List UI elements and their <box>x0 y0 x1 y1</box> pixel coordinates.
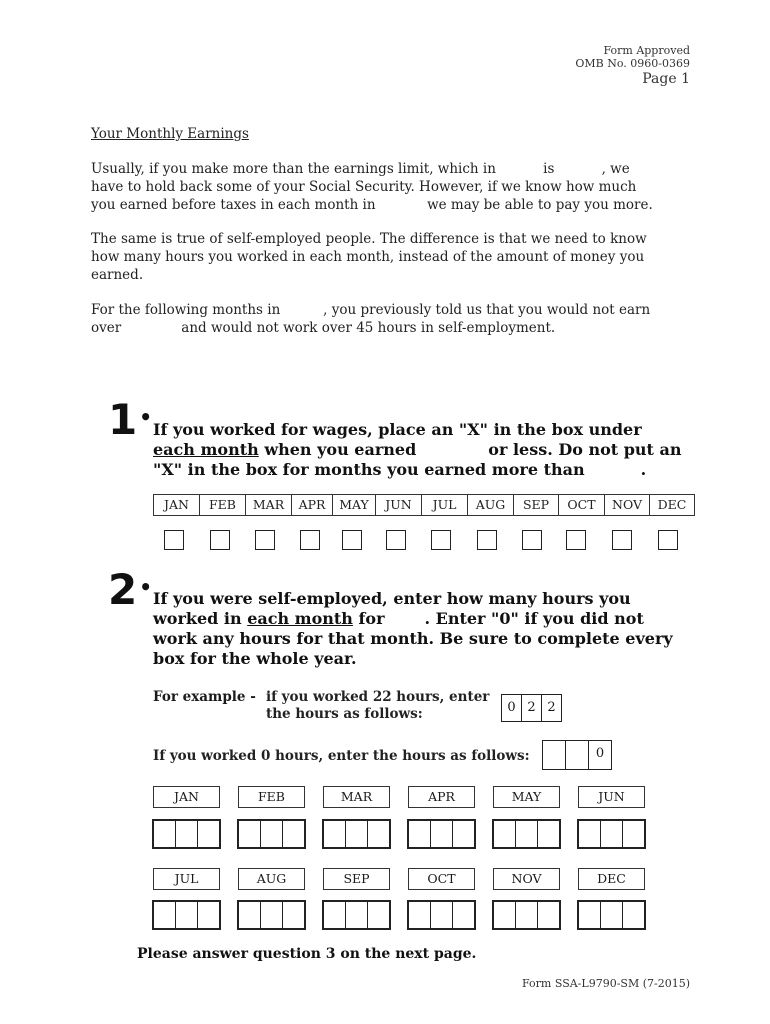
checkbox-feb[interactable] <box>210 530 230 550</box>
hours-digit[interactable] <box>601 821 623 847</box>
hours-digit[interactable] <box>283 902 304 928</box>
hours-digit[interactable] <box>601 902 623 928</box>
question-2-text <box>153 589 673 669</box>
hours-digit[interactable] <box>368 821 389 847</box>
hours-digit[interactable] <box>176 902 198 928</box>
hours-digit[interactable] <box>494 821 516 847</box>
example-digit <box>543 741 566 769</box>
hours-digit[interactable] <box>431 821 453 847</box>
q1-line <box>153 440 682 460</box>
paragraph-line: Usually, if you make more than the earnings limit, which in is , we <box>91 161 630 177</box>
question-number-text: 1 <box>108 395 138 444</box>
hours-input-oct[interactable] <box>407 900 476 930</box>
hours-digit[interactable] <box>516 902 538 928</box>
hours-input-feb[interactable] <box>237 819 306 849</box>
paragraph-line: over and would not work over 45 hours in self-employment. <box>91 320 556 336</box>
q2-label-apr: APR <box>408 786 475 808</box>
q1-month-jan: JAN <box>154 495 200 515</box>
checkbox-dec[interactable] <box>658 530 678 550</box>
q1-month-sep: SEP <box>514 495 559 515</box>
hours-digit[interactable] <box>453 821 474 847</box>
form-number: Form SSA-L9790-SM (7-2015) <box>522 977 690 990</box>
hours-digit[interactable] <box>516 821 538 847</box>
q2-label-feb: FEB <box>238 786 305 808</box>
question-1-text <box>153 420 682 480</box>
example-text <box>266 689 489 723</box>
q2-line: If you were self-employed, enter how many hours you <box>153 589 631 608</box>
q2-each-month: each month <box>247 609 353 628</box>
section-title: Your Monthly Earnings <box>91 126 249 142</box>
next-page-instruction: Please answer question 3 on the next page. <box>137 946 477 962</box>
hours-digit[interactable] <box>198 821 219 847</box>
q1-month-apr: APR <box>292 495 333 515</box>
q2-label-may: MAY <box>493 786 560 808</box>
paragraph-line: The same is true of self-employed people. The difference is that we need to know <box>91 231 647 247</box>
hours-digit[interactable] <box>261 902 283 928</box>
hours-input-jun[interactable] <box>577 819 646 849</box>
hours-digit[interactable] <box>324 821 346 847</box>
example-digit: 0 <box>595 746 605 761</box>
hours-digit[interactable] <box>283 821 304 847</box>
q2-label-oct: OCT <box>408 868 475 890</box>
q2-text: . Enter "0" if you did not <box>424 609 644 628</box>
hours-input-nov[interactable] <box>492 900 561 930</box>
q2-label-nov: NOV <box>493 868 560 890</box>
checkbox-aug[interactable] <box>477 530 497 550</box>
q1-month-jun: JUN <box>376 495 422 515</box>
q2-label-jun: JUN <box>578 786 645 808</box>
checkbox-sep[interactable] <box>522 530 542 550</box>
hours-digit[interactable] <box>154 821 176 847</box>
form-approved-text: Form Approved <box>603 44 690 57</box>
hours-input-aug[interactable] <box>237 900 306 930</box>
hours-digit[interactable] <box>409 902 431 928</box>
q1-each-month: each month <box>153 440 259 459</box>
q1-month-jul: JUL <box>422 495 468 515</box>
paragraph-line: For the following months in , you previously told us that you would not earn <box>91 302 651 318</box>
q2-label-aug: AUG <box>238 868 305 890</box>
q2-label-jan: JAN <box>153 786 220 808</box>
hours-digit[interactable] <box>494 902 516 928</box>
checkbox-oct[interactable] <box>566 530 586 550</box>
hours-input-mar[interactable] <box>322 819 391 849</box>
hours-input-jan[interactable] <box>152 819 221 849</box>
hours-digit[interactable] <box>579 821 601 847</box>
q1-month-oct: OCT <box>559 495 605 515</box>
q2-line <box>153 609 673 629</box>
q1-text: or less. Do not put an <box>488 440 682 459</box>
q1-month-dec: DEC <box>657 497 687 512</box>
q1-month-aug: AUG <box>468 495 514 515</box>
question-1-number: 1 • <box>108 395 153 444</box>
q1-month-mar: MAR <box>246 495 292 515</box>
omb-number: OMB No. 0960-0369 <box>575 57 690 70</box>
example-digit: 2 <box>522 695 542 721</box>
example-22-hours-box <box>501 694 562 722</box>
q1-month-nov: NOV <box>605 495 650 515</box>
paragraph-self-employed <box>91 230 651 284</box>
form-header <box>575 44 690 88</box>
q2-label-dec: DEC <box>578 868 645 890</box>
page-number: Page 1 <box>642 71 690 87</box>
hours-input-jul[interactable] <box>152 900 221 930</box>
checkbox-jul[interactable] <box>431 530 451 550</box>
q2-label-sep: SEP <box>323 868 390 890</box>
hours-digit[interactable] <box>368 902 389 928</box>
hours-digit[interactable] <box>324 902 346 928</box>
paragraph-line: how many hours you worked in each month, instead of the amount of money you <box>91 249 645 265</box>
checkbox-jun[interactable] <box>386 530 406 550</box>
q1-text: "X" in the box for months you earned more than <box>153 460 585 479</box>
question-number-text: 2 <box>108 565 138 614</box>
hours-digit[interactable] <box>154 902 176 928</box>
q2-line: box for the whole year. <box>153 649 357 668</box>
example-line: the hours as follows: <box>266 706 423 722</box>
paragraph-line: earned. <box>91 267 144 283</box>
hours-digit[interactable] <box>538 902 559 928</box>
q2-label-jul: JUL <box>153 868 220 890</box>
checkbox-may[interactable] <box>342 530 362 550</box>
hours-digit[interactable] <box>431 902 453 928</box>
example-digit: 0 <box>502 695 522 721</box>
example-label: For example - <box>153 689 256 705</box>
hours-digit[interactable] <box>239 902 261 928</box>
q2-text: worked in <box>153 609 248 628</box>
hours-input-apr[interactable] <box>407 819 476 849</box>
example-line: if you worked 22 hours, enter <box>266 689 490 705</box>
checkbox-mar[interactable] <box>255 530 275 550</box>
example-0-hours-box <box>542 740 612 770</box>
q1-month-header-row <box>153 494 695 516</box>
hours-digit[interactable] <box>409 821 431 847</box>
hours-digit[interactable] <box>623 902 644 928</box>
hours-input-dec[interactable] <box>577 900 646 930</box>
checkbox-apr[interactable] <box>300 530 320 550</box>
hours-input-may[interactable] <box>492 819 561 849</box>
paragraph-previous-estimate <box>91 301 651 337</box>
q1-month-may: MAY <box>333 495 376 515</box>
paragraph-earnings-limit <box>91 160 651 214</box>
hours-digit[interactable] <box>538 821 559 847</box>
hours-digit[interactable] <box>346 902 368 928</box>
checkbox-jan[interactable] <box>164 530 184 550</box>
hours-digit[interactable] <box>198 902 219 928</box>
q2-line: work any hours for that month. Be sure to complete every <box>153 629 673 648</box>
hours-digit[interactable] <box>176 821 198 847</box>
hours-input-sep[interactable] <box>322 900 391 930</box>
q2-text: for <box>352 609 385 628</box>
hours-digit[interactable] <box>346 821 368 847</box>
example-digit <box>566 741 589 769</box>
paragraph-line: have to hold back some of your Social Security. However, if we know how much <box>91 179 637 195</box>
hours-digit[interactable] <box>579 902 601 928</box>
hours-digit[interactable] <box>623 821 644 847</box>
q2-label-mar: MAR <box>323 786 390 808</box>
paragraph-line: you earned before taxes in each month in we may be able to pay you more. <box>91 197 653 213</box>
checkbox-nov[interactable] <box>612 530 632 550</box>
q1-line: If you worked for wages, place an "X" in the box under <box>153 420 642 439</box>
q1-text: when you earned <box>258 440 417 459</box>
example-digit: 2 <box>547 700 556 715</box>
question-2-number: 2 • <box>108 565 153 614</box>
hours-digit[interactable] <box>239 821 261 847</box>
q1-line <box>153 460 682 480</box>
q1-month-feb: FEB <box>200 495 246 515</box>
q1-text: . <box>640 460 647 479</box>
zero-hours-text: If you worked 0 hours, enter the hours as follows: <box>153 748 530 764</box>
hours-digit[interactable] <box>453 902 474 928</box>
hours-digit[interactable] <box>261 821 283 847</box>
